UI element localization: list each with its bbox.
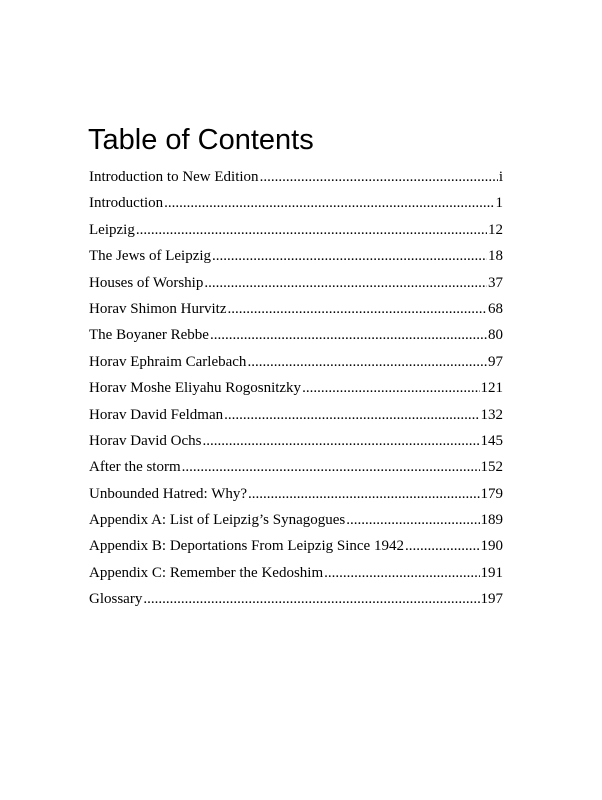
- toc-entry-after-the-storm[interactable]: [89, 454, 503, 480]
- toc-entry-label: Introduction: [89, 195, 164, 212]
- toc-entry-page-number: 1: [495, 195, 503, 212]
- toc-entry-glossary[interactable]: [89, 586, 503, 612]
- toc-dot-leader: [224, 402, 479, 428]
- toc-entry-appendix-c[interactable]: [89, 560, 503, 586]
- toc-entry-unbounded-hatred-why[interactable]: [89, 481, 503, 507]
- toc-entry-appendix-a[interactable]: [89, 507, 503, 533]
- toc-dot-leader: [212, 243, 487, 269]
- toc-entry-label: Horav Moshe Eliyahu Rogosnitzky: [89, 380, 302, 397]
- toc-entry-houses-of-worship[interactable]: [89, 270, 503, 296]
- toc-entry-leipzig[interactable]: [89, 217, 503, 243]
- toc-entry-page-number: 97: [488, 353, 503, 370]
- toc-entry-page-number: 145: [480, 432, 503, 449]
- toc-entry-appendix-b[interactable]: [89, 533, 503, 559]
- toc-entry-label: Appendix A: List of Leipzig’s Synagogues: [89, 512, 346, 529]
- toc-entry-label: Introduction to New Edition: [89, 169, 259, 185]
- toc-entry-label: Houses of Worship: [89, 274, 204, 291]
- toc-dot-leader: [136, 217, 487, 243]
- toc-entry-label: Horav Ephraim Carlebach: [89, 353, 247, 370]
- toc-dot-leader: [210, 322, 487, 348]
- toc-list: [89, 164, 503, 613]
- toc-entry-horav-moshe-eliyahu-rogosnitzky[interactable]: [89, 375, 503, 401]
- toc-entry-page-number: 132: [480, 406, 503, 423]
- toc-entry-label: Leipzig: [89, 221, 135, 238]
- toc-entry-label: The Boyaner Rebbe: [89, 327, 209, 344]
- toc-dot-leader: [182, 454, 480, 480]
- toc-entry-horav-shimon-hurvitz[interactable]: [89, 296, 503, 322]
- toc-entry-introduction-to-new-edition[interactable]: [89, 164, 503, 190]
- toc-entry-label: The Jews of Leipzig: [89, 248, 212, 265]
- toc-entry-horav-david-feldman[interactable]: [89, 402, 503, 428]
- toc-entry-the-jews-of-leipzig[interactable]: [89, 243, 503, 269]
- toc-entry-page-number: 191: [480, 564, 503, 581]
- toc-entry-page-number: 80: [488, 327, 503, 344]
- toc-entry-label: After the storm: [89, 459, 181, 476]
- toc-dot-leader: [164, 190, 494, 216]
- toc-entry-page-number: 121: [480, 380, 503, 397]
- toc-entry-label: Horav Shimon Hurvitz: [89, 300, 227, 317]
- toc-entry-label: Glossary: [89, 591, 143, 608]
- toc-entry-label: Horav David Feldman: [89, 406, 224, 423]
- toc-entry-label: Appendix C: Remember the Kedoshim: [89, 564, 324, 581]
- toc-dot-leader: [405, 533, 480, 559]
- toc-dot-leader: [227, 296, 487, 322]
- toc-dot-leader: [324, 560, 479, 586]
- toc-entry-the-boyaner-rebbe[interactable]: [89, 322, 503, 348]
- toc-dot-leader: [248, 481, 479, 507]
- toc-dot-leader: [143, 586, 479, 612]
- toc-entry-label: Unbounded Hatred: Why?: [89, 485, 248, 502]
- toc-title: Table of Contents: [88, 124, 314, 156]
- toc-entry-page-number: 190: [480, 538, 503, 555]
- toc-entry-horav-ephraim-carlebach[interactable]: [89, 349, 503, 375]
- toc-entry-introduction[interactable]: [89, 190, 503, 216]
- toc-entry-label: Horav David Ochs: [89, 432, 202, 449]
- toc-entry-page-number: 189: [480, 512, 503, 529]
- toc-dot-leader: [204, 270, 487, 296]
- toc-dot-leader: [260, 164, 498, 190]
- toc-entry-horav-david-ochs[interactable]: [89, 428, 503, 454]
- toc-entry-page-number: 37: [488, 274, 503, 291]
- toc-entry-page-number: 18: [488, 248, 503, 265]
- toc-entry-page-number: i: [498, 169, 503, 185]
- toc-entry-page-number: 152: [480, 459, 503, 476]
- toc-entry-page-number: 197: [480, 591, 503, 608]
- toc-dot-leader: [202, 428, 479, 454]
- toc-dot-leader: [346, 507, 479, 533]
- toc-dot-leader: [247, 349, 487, 375]
- toc-entry-page-number: 179: [480, 485, 503, 502]
- toc-entry-page-number: 68: [488, 300, 503, 317]
- toc-dot-leader: [302, 375, 479, 401]
- toc-entry-label: Appendix B: Deportations From Leipzig Since 1942: [89, 538, 404, 555]
- toc-entry-page-number: 12: [488, 221, 503, 238]
